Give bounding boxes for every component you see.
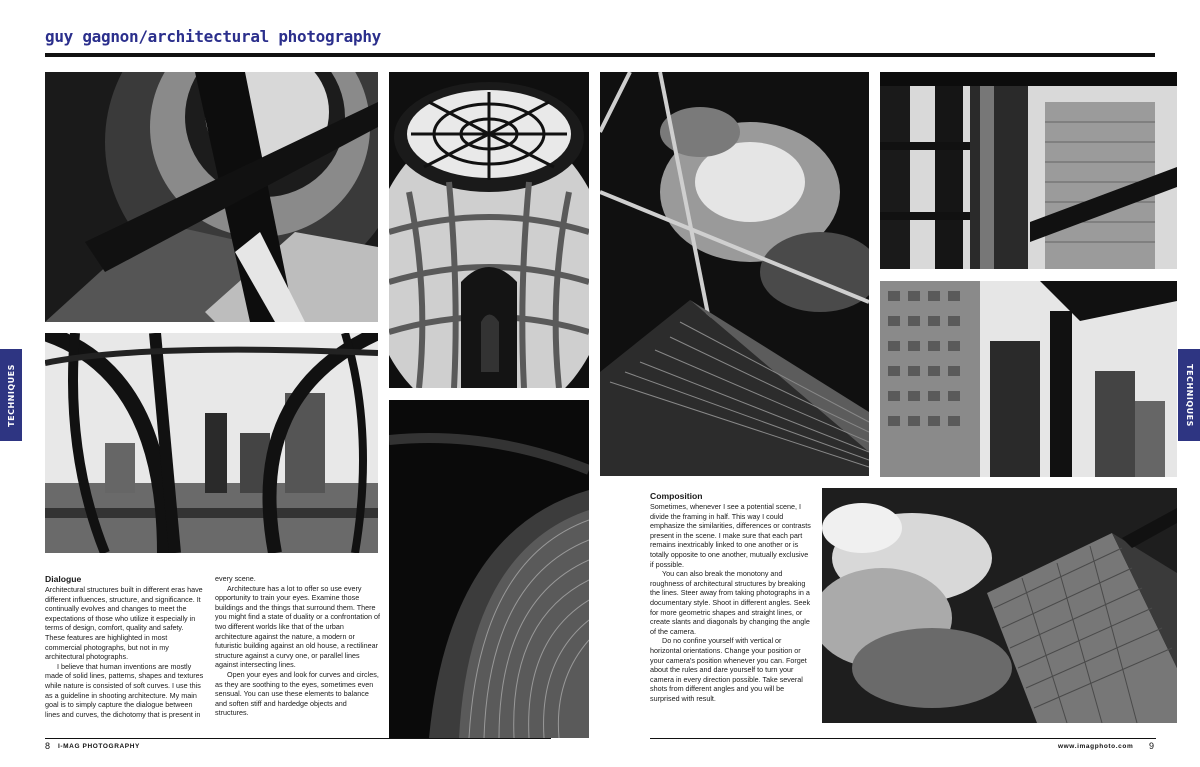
body-paragraph: Architectural structures built in different eras have different influences, structure, and significance. It continually evolves and changes to meet the expectations of those who utilize it especially in terms of design, comfort, quality and safety. These features are highlighted in most commercial photographs, but not in my architectural photographs. — [45, 585, 203, 662]
photo-buildings-frame — [880, 281, 1177, 477]
body-paragraph: I believe that human inventions are mostly made of solid lines, patterns, shapes and textures while nature is consisted of soft curves. I use this as a guideline in shooting architecture. My main goal is to simply capture the dialogue between lines and curves, the dichotomy that is present in — [45, 661, 204, 719]
composition-heading: Composition — [650, 491, 703, 501]
page-number-right: 9 — [1149, 741, 1155, 751]
side-tab-label: TECHNIQUES — [1184, 363, 1194, 427]
side-tab-right — [1178, 349, 1200, 441]
photo-curved-beam — [45, 72, 378, 322]
photo-steel-arches-skyline — [45, 333, 378, 553]
side-tab-label: TECHNIQUES — [6, 363, 16, 427]
body-paragraph: You can also break the monotony and roughness of architectural structures by breaking the lines. Steer away from taking photographs in a documentary style. Shoot in different angles. Seek for more geometric shapes and straight lines, or create slants and diagonals by changing the angle of the camera. — [650, 569, 811, 636]
magazine-section-title: guy gagnon/architectural photography — [45, 27, 381, 46]
footer-website: www.imagphoto.com — [1058, 743, 1134, 750]
body-paragraph: Sometimes, whenever I see a potential scene, I divide the framing in half. This way I could emphasize the similarities, differences or contrasts present in the scene. I make sure that each part remains inextricably linked to one another or is totally opposite to one another, mutually exclusive if possible. — [650, 502, 811, 569]
page-number-left: 8 — [45, 741, 51, 751]
body-paragraph: Architecture has a lot to offer so use every opportunity to train your eyes. Examine those buildings and the things that surround them. There you might find a state of duality or a confrontation of two different worlds like that of the urban architecture against the nature, a modern or futuristic building against an old house, a rectilinear structure against a curvy one, or parallel lines against intersecting lines. — [215, 583, 381, 670]
body-paragraph: Do no confine yourself with vertical or horizontal orientations. Change your position or your camera's position whenever you can. Forget about the rules and dare yourself to turn your camera in every direction possible. Take several shots from different angles and you will be surprised with result. — [650, 636, 807, 703]
body-paragraph: every scene. — [215, 574, 256, 583]
dialogue-column-1 — [45, 574, 205, 719]
body-paragraph: Open your eyes and look for curves and circles, as they are soothing to the eyes, sometimes even sensual. You can use these elements to balance and soften stiff and hardedge objects and structures. — [215, 669, 379, 718]
photo-curved-facade — [389, 400, 589, 738]
photo-glass-dome — [389, 72, 589, 388]
footer-rule-left — [45, 738, 551, 739]
side-tab-left — [0, 349, 22, 441]
dialogue-heading: Dialogue — [45, 574, 82, 584]
header-rule — [45, 53, 1155, 57]
photo-glass-tower-clouds — [822, 488, 1177, 723]
footer-publication-name: I-MAG PHOTOGRAPHY — [58, 743, 140, 750]
footer-rule-right — [650, 738, 1156, 739]
composition-column — [650, 491, 813, 703]
photo-window-frames — [880, 72, 1177, 269]
dialogue-column-2 — [215, 574, 381, 718]
photo-tower-sky — [600, 72, 869, 476]
